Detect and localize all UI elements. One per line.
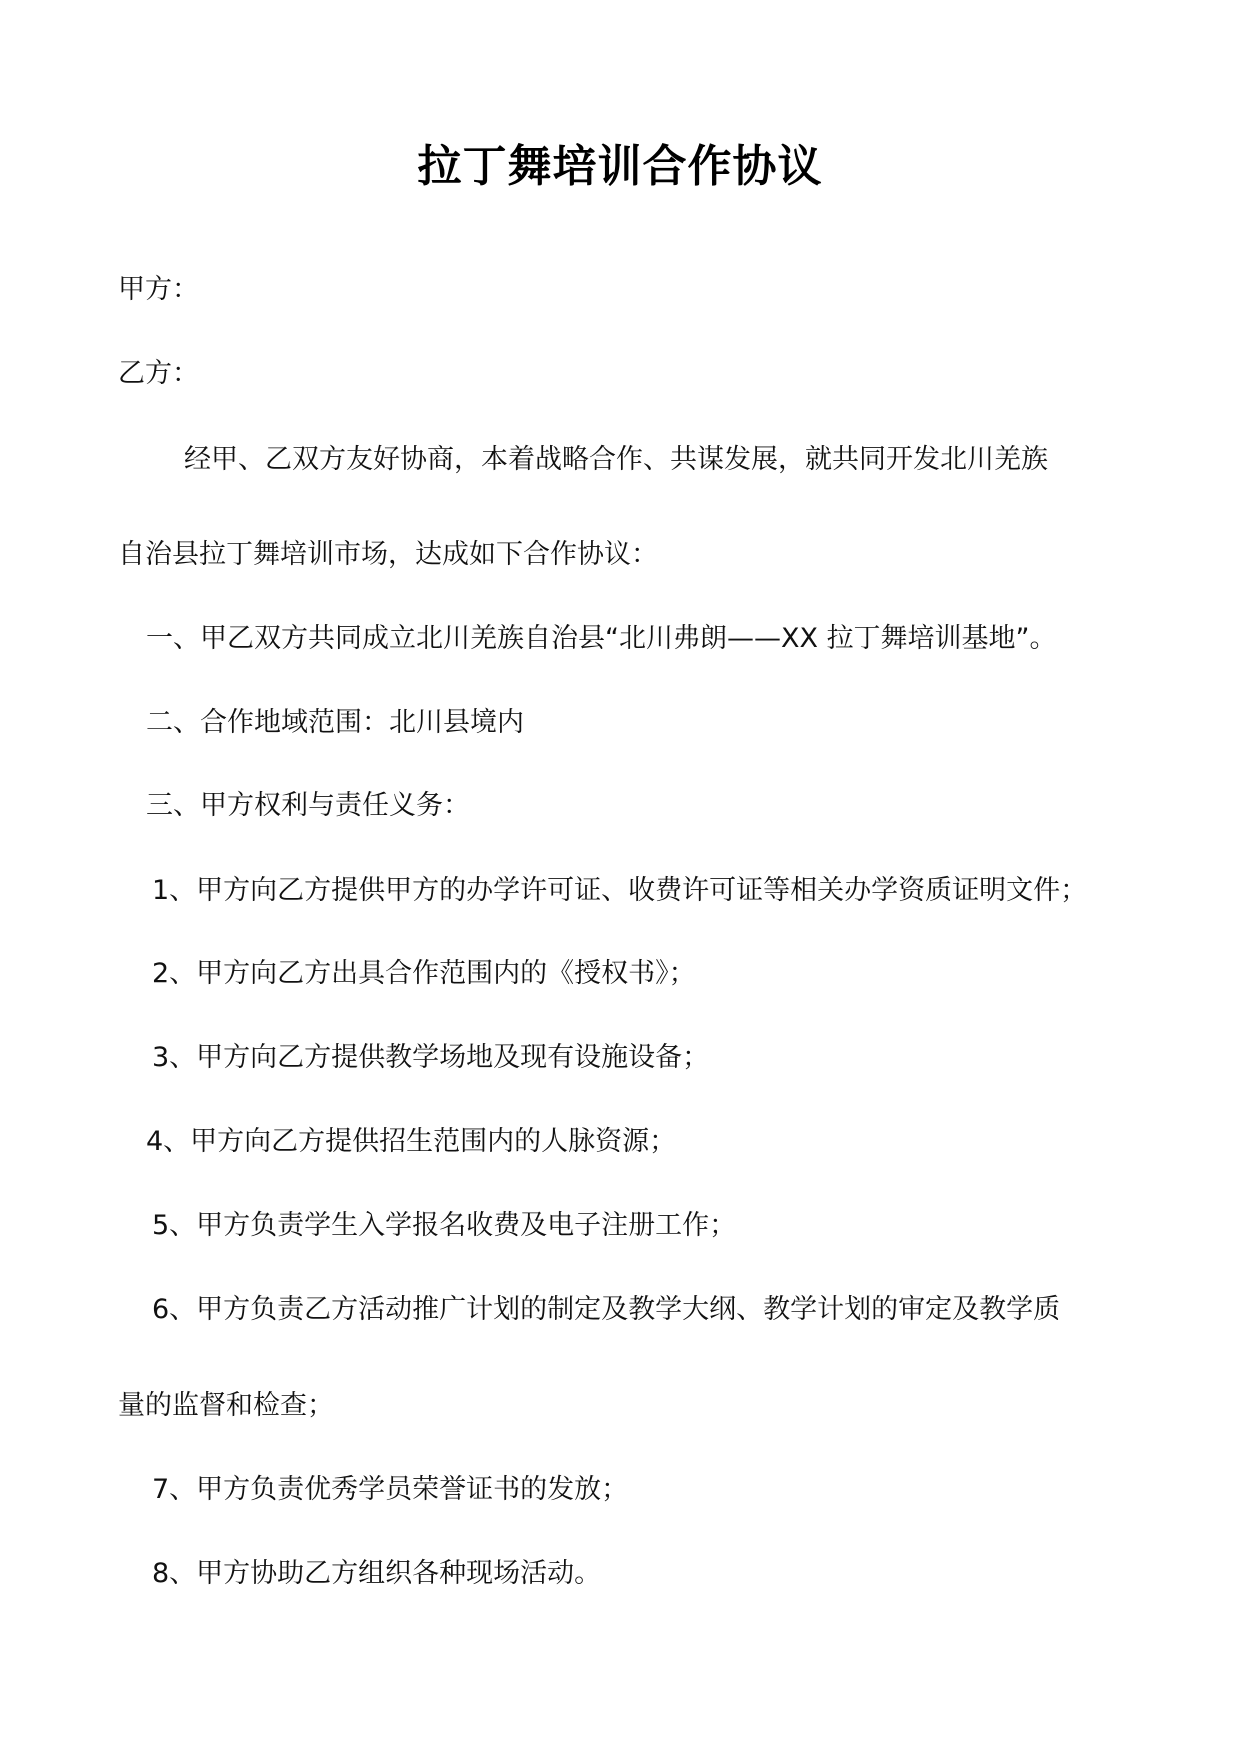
list-item-8: 8、甲方协助乙方组织各种现场活动。 <box>152 1558 602 1589</box>
document-title: 拉丁舞培训合作协议 <box>417 141 823 192</box>
list-item-4: 4、甲方向乙方提供招生范围内的人脉资源； <box>146 1126 677 1157</box>
section-3-heading: 三、甲方权利与责任义务： <box>146 790 470 821</box>
list-item-5: 5、甲方负责学生入学报名收费及电子注册工作； <box>152 1210 737 1241</box>
section-1: 一、甲乙双方共同成立北川羌族自治县“北川弗朗——XX 拉丁舞培训基地”。 <box>146 623 1057 654</box>
list-item-6-line-1: 6、甲方负责乙方活动推广计划的制定及教学大纲、教学计划的审定及教学质 <box>152 1294 1061 1325</box>
intro-paragraph-line-2: 自治县拉丁舞培训市场，达成如下合作协议： <box>118 539 658 570</box>
party-a-label: 甲方： <box>118 274 199 305</box>
list-item-3: 3、甲方向乙方提供教学场地及现有设施设备； <box>152 1042 710 1073</box>
list-item-7: 7、甲方负责优秀学员荣誉证书的发放； <box>152 1474 629 1505</box>
list-item-1: 1、甲方向乙方提供甲方的办学许可证、收费许可证等相关办学资质证明文件； <box>152 875 1088 906</box>
list-item-2: 2、甲方向乙方出具合作范围内的《授权书》； <box>152 958 696 989</box>
section-2: 二、合作地域范围：北川县境内 <box>146 707 524 738</box>
intro-paragraph-line-1: 经甲、乙双方友好协商，本着战略合作、共谋发展，就共同开发北川羌族 <box>184 444 1048 475</box>
party-b-label: 乙方： <box>118 358 199 389</box>
list-item-6-line-2: 量的监督和检查； <box>118 1390 334 1421</box>
